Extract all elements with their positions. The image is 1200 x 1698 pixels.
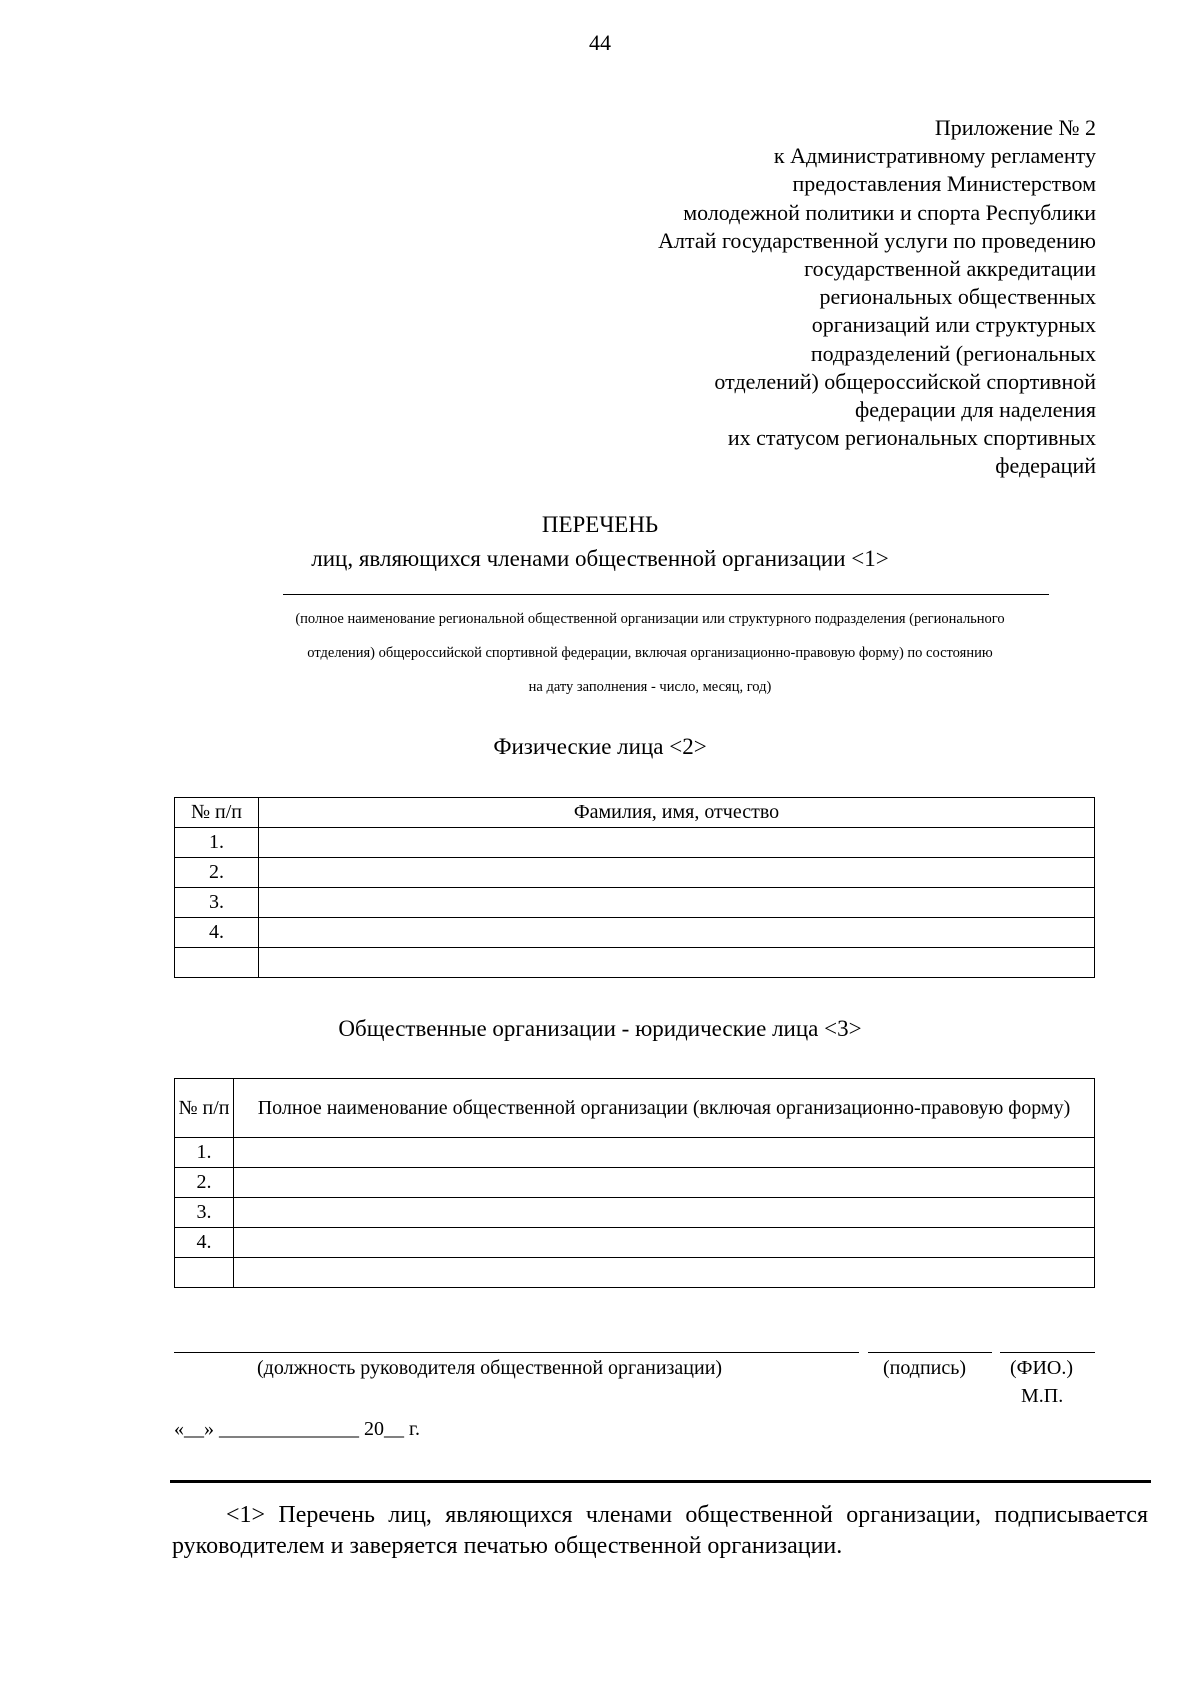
appendix-line: Приложение № 2 — [934, 115, 1096, 140]
appendix-header — [536, 114, 1096, 481]
appendix-line: отделений) общероссийской спортивной — [714, 368, 1096, 394]
appendix-line: молодежной политики и спорта Республики — [683, 199, 1096, 225]
footnote-divider — [170, 1480, 1151, 1483]
appendix-line: региональных общественных — [819, 284, 1096, 310]
position-line[interactable] — [174, 1352, 859, 1353]
fullname-cell[interactable] — [259, 948, 1095, 978]
table-row — [175, 828, 1095, 858]
appendix-line: предоставления Министерством — [792, 171, 1096, 197]
org-name-line[interactable] — [283, 594, 1049, 595]
column-number-header: № п/п — [175, 798, 259, 828]
table-row — [175, 918, 1095, 948]
appendix-line: государственной аккредитации — [804, 256, 1096, 282]
row-number: 4. — [175, 1228, 234, 1258]
appendix-line: Алтай государственной услуги по проведению — [658, 227, 1096, 253]
table-row — [175, 1198, 1095, 1228]
position-label: (должность руководителя общественной организации) — [257, 1357, 723, 1379]
document-subtitle: лиц, являющихся членами общественной организации <1> — [311, 546, 889, 571]
table-row — [175, 948, 1095, 978]
individuals-table — [174, 797, 1095, 978]
appendix-line: организаций или структурных — [811, 312, 1096, 338]
fullname-line[interactable] — [1000, 1352, 1095, 1353]
row-number: 1. — [175, 1138, 234, 1168]
organizations-heading: Общественные организации - юридические лица <3> — [338, 1016, 862, 1041]
orgname-cell[interactable] — [234, 1198, 1095, 1228]
org-hint-line: (полное наименование региональной общественной организации или структурного подразделения (регионального — [295, 611, 1005, 627]
table-row — [175, 888, 1095, 918]
org-hint-line: отделения) общероссийской спортивной федерации, включая организационно-правовую форму) по состоянию — [307, 645, 993, 661]
fullname-cell[interactable] — [259, 858, 1095, 888]
table-header-row — [175, 1079, 1095, 1138]
appendix-line: федерации для наделения — [855, 397, 1096, 423]
table-row — [175, 1258, 1095, 1288]
org-hint-line: на дату заполнения - число, месяц, год) — [528, 679, 772, 695]
column-orgname-header: Полное наименование общественной организации (включая организационно-правовую форму) — [234, 1079, 1095, 1138]
table-row — [175, 1138, 1095, 1168]
individuals-heading: Физические лица <2> — [493, 734, 707, 759]
appendix-line: подразделений (региональных — [810, 340, 1096, 366]
row-number: 3. — [175, 1198, 234, 1228]
footnote-text: <1> Перечень лиц, являющихся членами общественной организации, подписывается руководителем и заверяется печатью общественной организации. — [172, 1502, 1148, 1559]
row-number: 1. — [175, 828, 259, 858]
column-number-header: № п/п — [175, 1079, 234, 1138]
table-row — [175, 1168, 1095, 1198]
fullname-cell[interactable] — [259, 828, 1095, 858]
row-number: 2. — [175, 1168, 234, 1198]
signature-line[interactable] — [868, 1352, 992, 1353]
orgname-cell[interactable] — [234, 1228, 1095, 1258]
table-header-row — [175, 798, 1095, 828]
document-title: ПЕРЕЧЕНЬ — [541, 512, 659, 537]
row-number: 4. — [175, 918, 259, 948]
appendix-line: их статусом региональных спортивных — [727, 425, 1096, 451]
date-field[interactable]: «__» ______________ 20__ г. — [174, 1418, 420, 1440]
table-row — [175, 1228, 1095, 1258]
org-name-hint — [160, 602, 1140, 704]
fullname-cell[interactable] — [259, 888, 1095, 918]
orgname-cell[interactable] — [234, 1168, 1095, 1198]
row-number: 2. — [175, 858, 259, 888]
signature-label: (подпись) — [883, 1357, 967, 1379]
column-fullname-header: Фамилия, имя, отчество — [259, 798, 1095, 828]
appendix-line: федераций — [995, 453, 1096, 479]
fullname-cell[interactable] — [259, 918, 1095, 948]
row-number — [175, 948, 259, 978]
fullname-label: (ФИО.) — [1010, 1357, 1074, 1379]
row-number — [175, 1258, 234, 1288]
orgname-cell[interactable] — [234, 1258, 1095, 1288]
row-number: 3. — [175, 888, 259, 918]
appendix-line: к Административному регламенту — [773, 143, 1096, 169]
page-number: 44 — [589, 30, 611, 55]
orgname-cell[interactable] — [234, 1138, 1095, 1168]
organizations-table — [174, 1078, 1095, 1288]
table-row — [175, 858, 1095, 888]
stamp-label: М.П. — [1021, 1385, 1064, 1407]
